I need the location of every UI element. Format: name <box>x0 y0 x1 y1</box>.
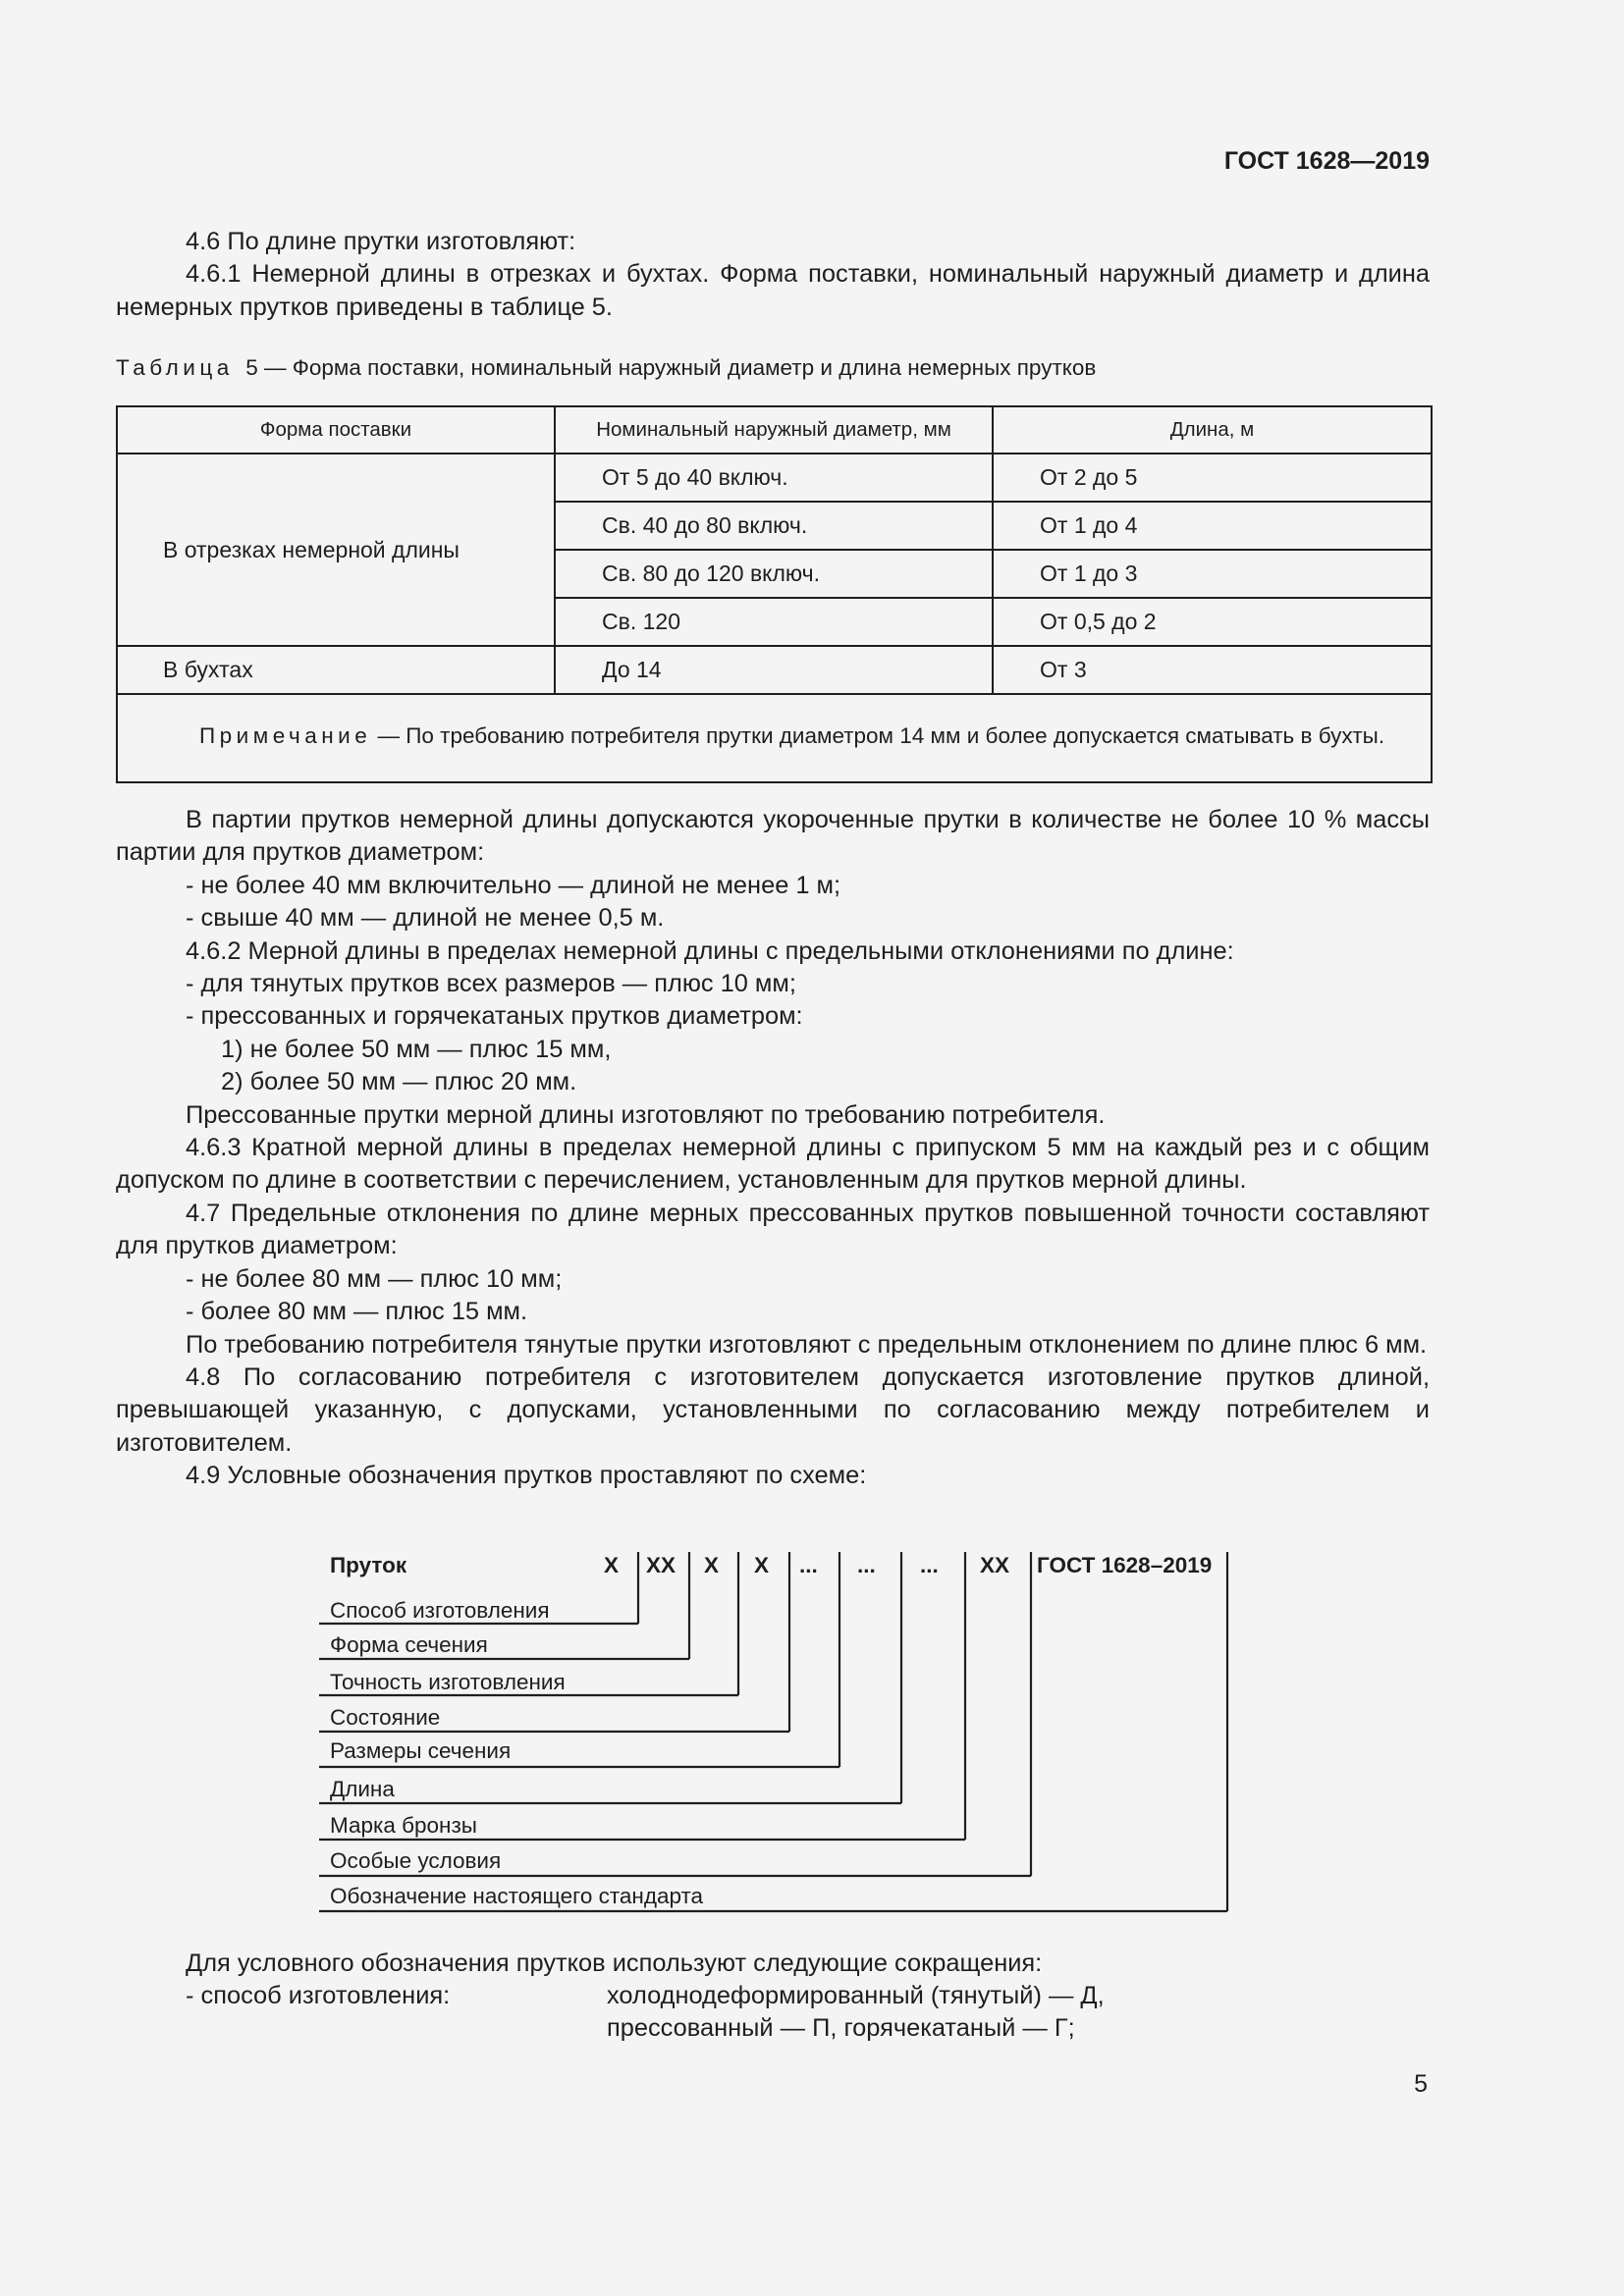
abbreviation-line: прессованный — П, горячекатаный — Г; <box>607 2014 1075 2043</box>
scheme-code: Х <box>604 1553 620 1577</box>
scheme-code: ... <box>920 1553 939 1577</box>
header-form: Форма поставки <box>117 406 555 454</box>
list-item: - для тянутых прутков всех размеров — плюс 10 мм; <box>186 970 796 998</box>
header-length: Длина, м <box>993 406 1432 454</box>
note-text: — По требованию потребителя прутки диаметром 14 мм и более допускается сматывать в бухты. <box>371 723 1385 748</box>
scheme-code: ... <box>857 1553 876 1577</box>
scheme-label: Форма сечения <box>330 1632 488 1657</box>
list-item: 1) не более 50 мм — плюс 15 мм, <box>221 1035 612 1063</box>
paragraph-4-6: 4.6 По длине прутки изготовляют: <box>186 228 576 255</box>
diameter-cell: Св. 40 до 80 включ. <box>555 502 993 550</box>
scheme-code: ХХ <box>980 1553 1010 1577</box>
paragraph-pressed-bars: Прессованные прутки мерной длины изготовляют по требованию потребителя. <box>186 1100 1106 1129</box>
paragraph-4-6-2: 4.6.2 Мерной длины в пределах немерной длины с предельными отклонениями по длине: <box>186 936 1234 965</box>
scheme-standard: ГОСТ 1628–2019 <box>1037 1553 1213 1577</box>
paragraph-4-9: 4.9 Условные обозначения прутков проставляют по схеме: <box>186 1462 867 1490</box>
length-cell: От 2 до 5 <box>993 454 1432 502</box>
abbreviations-intro: Для условного обозначения прутков используют следующие сокращения: <box>186 1949 1043 1977</box>
list-item: - прессованных и горячекатаных прутков диаметром: <box>186 1002 803 1031</box>
list-item: - не более 80 мм — плюс 10 мм; <box>186 1264 563 1293</box>
list-item: 2) более 50 мм — плюс 20 мм. <box>221 1068 577 1096</box>
diameter-cell: Св. 120 <box>555 598 993 646</box>
abbreviations-section <box>116 1948 1430 2046</box>
scheme-label: Точность изготовления <box>330 1670 566 1694</box>
scheme-code: ХХ <box>646 1553 677 1577</box>
abbreviation-label: - способ изготовления: <box>186 1982 451 2010</box>
scheme-title: Пруток <box>330 1553 407 1577</box>
table-caption-label: Таблица <box>116 355 234 380</box>
list-item: - не более 40 мм включительно — длиной не менее 1 м; <box>186 871 841 899</box>
paragraph-4-6-3: 4.6.3 Кратной мерной длины в пределах немерной длины с припуском 5 мм на каждый рез и с общим допуском по длине в соответствии с перечислением, установленным для прутков мерной длины. <box>116 1134 1430 1195</box>
scheme-code: Х <box>754 1553 770 1577</box>
diameter-cell: До 14 <box>555 646 993 694</box>
abbreviation-line: холоднодеформированный (тянутый) — Д, <box>607 1982 1105 2010</box>
length-cell: От 3 <box>993 646 1432 694</box>
list-item: - свыше 40 мм — длиной не менее 0,5 м. <box>186 904 665 933</box>
scheme-code: ... <box>799 1553 818 1577</box>
header-diameter: Номинальный наружный диаметр, мм <box>555 406 993 454</box>
length-cell: От 1 до 3 <box>993 550 1432 598</box>
list-item: - более 80 мм — плюс 15 мм. <box>186 1298 528 1326</box>
paragraph-4-6-1: 4.6.1 Немерной длины в отрезках и бухтах. Форма поставки, номинальный наружный диаметр и длина немерных прутков приведены в таблице 5. <box>116 260 1430 321</box>
standard-header: ГОСТ 1628—2019 <box>1223 147 1430 175</box>
length-cell: От 0,5 до 2 <box>993 598 1432 646</box>
scheme-label: Марка бронзы <box>330 1813 477 1838</box>
scheme-code: Х <box>704 1553 720 1577</box>
length-cell: От 1 до 4 <box>993 502 1432 550</box>
scheme-label: Особые условия <box>330 1848 502 1873</box>
form-cell: В отрезках немерной длины <box>117 454 555 646</box>
page-number: 5 <box>1414 2070 1428 2098</box>
scheme-label: Способ изготовления <box>330 1598 550 1623</box>
table-caption-text: 5 — Форма поставки, номинальный наружный диаметр и длина немерных прутков <box>245 355 1097 380</box>
scheme-label: Длина <box>330 1777 395 1801</box>
form-cell: В бухтах <box>117 646 555 694</box>
paragraph-short-bars: В партии прутков немерной длины допускаются укороченные прутки в количестве не более 10 % массы партии для прутков диаметром: <box>116 806 1430 867</box>
paragraph-4-7: 4.7 Предельные отклонения по длине мерных прессованных прутков повышенной точности составляют для прутков диаметром: <box>116 1199 1430 1260</box>
diameter-cell: Св. 80 до 120 включ. <box>555 550 993 598</box>
abbreviation-item <box>116 1980 1430 2046</box>
scheme-label: Состояние <box>330 1705 441 1730</box>
paragraph-4-8: 4.8 По согласованию потребителя с изготовителем допускается изготовление прутков длиной, превышающей указанную, с допусками, установленными по согласованию между потребителем и изготовителем. <box>116 1362 1430 1457</box>
diameter-cell: От 5 до 40 включ. <box>555 454 993 502</box>
scheme-label: Обозначение настоящего стандарта <box>330 1884 704 1908</box>
paragraph-drawn-bars: По требованию потребителя тянутые прутки изготовляют с предельным отклонением по длине плюс 6 мм. <box>186 1330 1428 1359</box>
scheme-label: Размеры сечения <box>330 1738 512 1763</box>
note-label: Примечание <box>199 723 372 748</box>
